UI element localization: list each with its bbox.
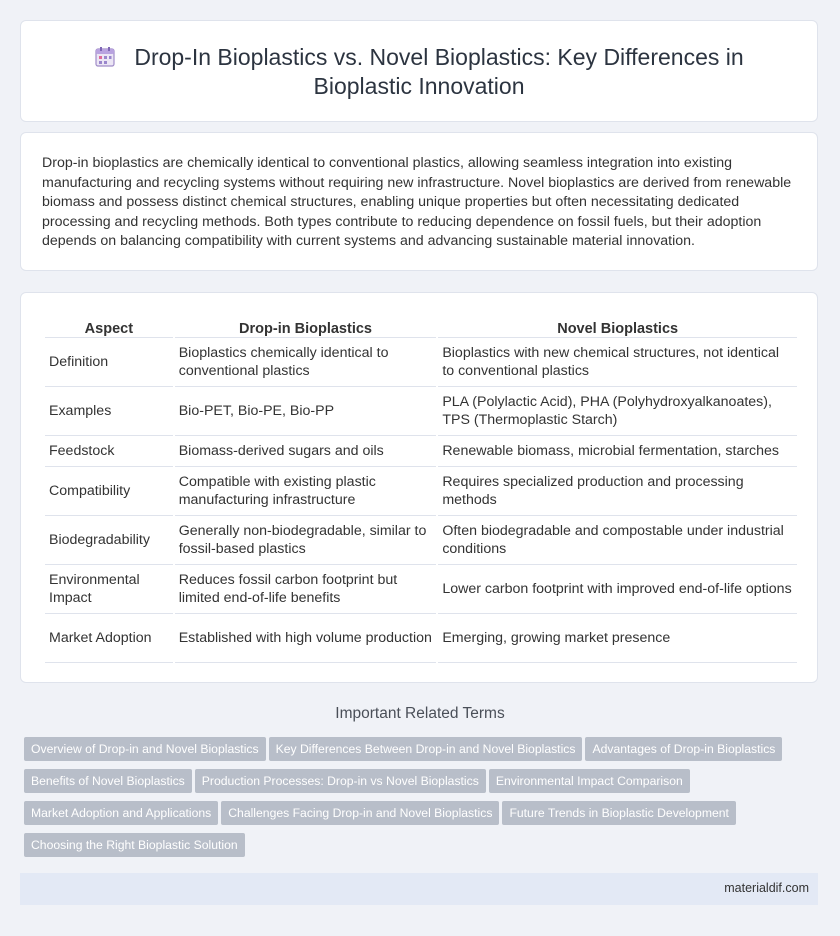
row-novel: Requires specialized production and processing methods bbox=[438, 467, 797, 516]
row-drop-in: Reduces fossil carbon footprint but limited end-of-life benefits bbox=[175, 565, 437, 614]
comparison-table-card bbox=[20, 292, 818, 683]
related-tag[interactable]: Overview of Drop-in and Novel Bioplastics bbox=[24, 737, 266, 761]
page-title: Drop-In Bioplastics vs. Novel Bioplastics: Key Differences in Bioplastic Innovation bbox=[134, 44, 744, 99]
table-header-row bbox=[45, 317, 797, 338]
row-drop-in: Bio-PET, Bio-PE, Bio-PP bbox=[175, 387, 437, 436]
related-tag[interactable]: Future Trends in Bioplastic Development bbox=[502, 801, 735, 825]
related-tag[interactable]: Production Processes: Drop-in vs Novel Bioplastics bbox=[195, 769, 486, 793]
row-novel: Often biodegradable and compostable under industrial conditions bbox=[438, 516, 797, 565]
title-card bbox=[20, 20, 818, 122]
header-novel: Novel Bioplastics bbox=[438, 317, 797, 338]
table-row bbox=[45, 436, 797, 467]
row-drop-in: Generally non-biodegradable, similar to fossil-based plastics bbox=[175, 516, 437, 565]
related-tag[interactable]: Market Adoption and Applications bbox=[24, 801, 218, 825]
table-row bbox=[45, 467, 797, 516]
row-drop-in: Compatible with existing plastic manufacturing infrastructure bbox=[175, 467, 437, 516]
header-aspect: Aspect bbox=[45, 317, 173, 338]
footer bbox=[20, 873, 818, 905]
row-aspect: Definition bbox=[45, 338, 173, 387]
row-drop-in: Bioplastics chemically identical to conventional plastics bbox=[175, 338, 437, 387]
related-tag[interactable]: Challenges Facing Drop-in and Novel Bioplastics bbox=[221, 801, 499, 825]
calendar-icon bbox=[94, 46, 116, 68]
row-novel: Renewable biomass, microbial fermentation, starches bbox=[438, 436, 797, 467]
row-novel: Lower carbon footprint with improved end-of-life options bbox=[438, 565, 797, 614]
row-drop-in: Established with high volume production bbox=[175, 614, 437, 663]
title-wrap bbox=[61, 43, 777, 101]
table-row bbox=[45, 338, 797, 387]
related-tag[interactable]: Choosing the Right Bioplastic Solution bbox=[24, 833, 245, 857]
related-tag[interactable]: Key Differences Between Drop-in and Novel Bioplastics bbox=[269, 737, 583, 761]
intro-card bbox=[20, 132, 818, 271]
row-novel: Bioplastics with new chemical structures, not identical to conventional plastics bbox=[438, 338, 797, 387]
row-aspect: Compatibility bbox=[45, 467, 173, 516]
table-row bbox=[45, 614, 797, 663]
row-aspect: Examples bbox=[45, 387, 173, 436]
related-tag[interactable]: Benefits of Novel Bioplastics bbox=[24, 769, 192, 793]
row-aspect: Market Adoption bbox=[45, 614, 173, 663]
table-row bbox=[45, 516, 797, 565]
related-tag[interactable]: Advantages of Drop-in Bioplastics bbox=[585, 737, 782, 761]
row-novel: Emerging, growing market presence bbox=[438, 614, 797, 663]
table-row bbox=[45, 565, 797, 614]
related-tag[interactable]: Environmental Impact Comparison bbox=[489, 769, 690, 793]
row-aspect: Feedstock bbox=[45, 436, 173, 467]
row-aspect: Environmental Impact bbox=[45, 565, 173, 614]
row-novel: PLA (Polylactic Acid), PHA (Polyhydroxyalkanoates), TPS (Thermoplastic Starch) bbox=[438, 387, 797, 436]
table-row bbox=[45, 387, 797, 436]
row-drop-in: Biomass-derived sugars and oils bbox=[175, 436, 437, 467]
related-terms-title: Important Related Terms bbox=[335, 705, 505, 722]
row-aspect: Biodegradability bbox=[45, 516, 173, 565]
intro-paragraph: Drop-in bioplastics are chemically identical to conventional plastics, allowing seamless integration into existing manufacturing and recycling systems without requiring new infrastructure. Novel bioplastics are derived from renewable biomass and possess distinct chemical structures, enabling unique properties but often necessitating dedicated processing and recycling methods. Both types contribute to reducing dependence on fossil fuels, but their adoption depends on balancing compatibility with current systems and advancing sustainable material innovation. bbox=[42, 155, 792, 249]
header-drop-in: Drop-in Bioplastics bbox=[175, 317, 437, 338]
related-tags bbox=[24, 737, 814, 865]
footer-site-link[interactable]: materialdif.com bbox=[724, 881, 809, 895]
comparison-table bbox=[43, 317, 799, 663]
